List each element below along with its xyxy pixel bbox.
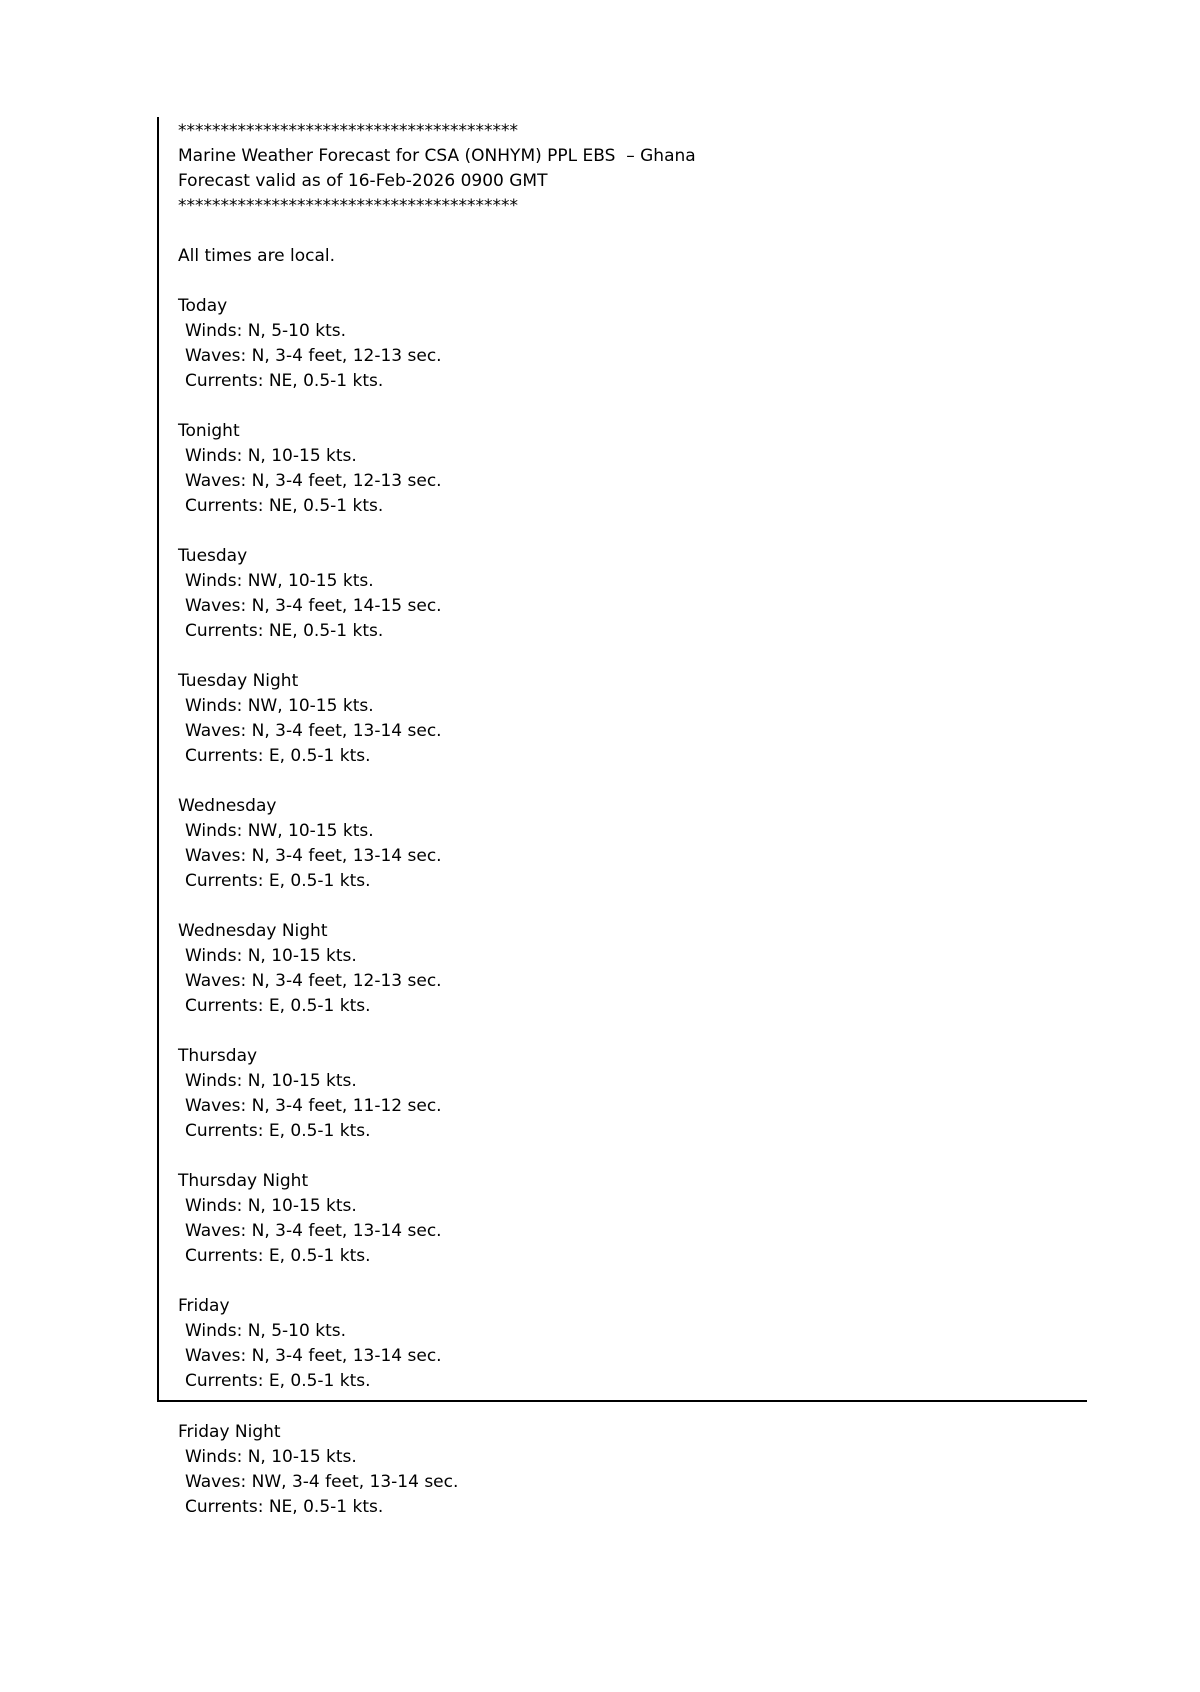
section-tuesday xyxy=(178,544,1087,644)
waves-line: Waves: N, 3-4 feet, 11-12 sec. xyxy=(185,1096,442,1116)
section-day-label: Thursday xyxy=(178,1046,258,1066)
section-thursday xyxy=(178,1044,1087,1144)
document-page xyxy=(0,117,1200,1692)
currents-line: Currents: E, 0.5-1 kts. xyxy=(185,746,371,766)
section-tonight xyxy=(178,419,1087,519)
forecast-valid-date: Forecast valid as of 16-Feb-2026 0900 GMT xyxy=(178,171,548,191)
forecast-title: Marine Weather Forecast for CSA (ONHYM) PPL EBS – Ghana xyxy=(178,146,696,166)
section-day-label: Tonight xyxy=(178,421,240,441)
forecast-header xyxy=(178,119,1087,219)
winds-line: Winds: NW, 10-15 kts. xyxy=(185,696,374,716)
section-wednesday xyxy=(178,794,1087,894)
section-day-label: Thursday Night xyxy=(178,1171,309,1191)
currents-line: Currents: E, 0.5-1 kts. xyxy=(185,996,371,1016)
section-tuesday-night xyxy=(178,669,1087,769)
waves-line: Waves: N, 3-4 feet, 14-15 sec. xyxy=(185,596,442,616)
winds-line: Winds: NW, 10-15 kts. xyxy=(185,571,374,591)
forecast-box xyxy=(157,117,1087,1402)
section-wednesday-night xyxy=(178,919,1087,1019)
section-today xyxy=(178,294,1087,394)
section-friday xyxy=(178,1294,1087,1394)
stars-divider-bottom: **************************************** xyxy=(178,196,518,216)
section-day-label: Wednesday Night xyxy=(178,921,328,941)
waves-line: Waves: N, 3-4 feet, 12-13 sec. xyxy=(185,471,442,491)
currents-line: Currents: E, 0.5-1 kts. xyxy=(185,1246,371,1266)
waves-line: Waves: N, 3-4 feet, 12-13 sec. xyxy=(185,971,442,991)
section-day-label: Tuesday Night xyxy=(178,671,299,691)
winds-line: Winds: N, 10-15 kts. xyxy=(185,1447,357,1467)
section-day-label: Wednesday xyxy=(178,796,277,816)
times-note: All times are local. xyxy=(178,246,336,266)
section-day-label: Tuesday xyxy=(178,546,248,566)
waves-line: Waves: N, 3-4 feet, 13-14 sec. xyxy=(185,721,442,741)
waves-line: Waves: N, 3-4 feet, 13-14 sec. xyxy=(185,1346,442,1366)
currents-line: Currents: E, 0.5-1 kts. xyxy=(185,1121,371,1141)
waves-line: Waves: N, 3-4 feet, 12-13 sec. xyxy=(185,346,442,366)
winds-line: Winds: NW, 10-15 kts. xyxy=(185,821,374,841)
waves-line: Waves: NW, 3-4 feet, 13-14 sec. xyxy=(185,1472,459,1492)
currents-line: Currents: NE, 0.5-1 kts. xyxy=(185,496,384,516)
currents-line: Currents: E, 0.5-1 kts. xyxy=(185,1371,371,1391)
section-day-label: Friday xyxy=(178,1296,230,1316)
winds-line: Winds: N, 10-15 kts. xyxy=(185,946,357,966)
winds-line: Winds: N, 5-10 kts. xyxy=(185,1321,346,1341)
currents-line: Currents: NE, 0.5-1 kts. xyxy=(185,621,384,641)
currents-line: Currents: NE, 0.5-1 kts. xyxy=(185,371,384,391)
winds-line: Winds: N, 10-15 kts. xyxy=(185,1071,357,1091)
section-friday-night xyxy=(178,1420,1200,1520)
section-day-label: Friday Night xyxy=(178,1422,281,1442)
section-day-label: Today xyxy=(178,296,228,316)
stars-divider-top: **************************************** xyxy=(178,121,518,141)
currents-line: Currents: E, 0.5-1 kts. xyxy=(185,871,371,891)
winds-line: Winds: N, 5-10 kts. xyxy=(185,321,346,341)
section-thursday-night xyxy=(178,1169,1087,1269)
winds-line: Winds: N, 10-15 kts. xyxy=(185,1196,357,1216)
currents-line: Currents: NE, 0.5-1 kts. xyxy=(185,1497,384,1517)
waves-line: Waves: N, 3-4 feet, 13-14 sec. xyxy=(185,846,442,866)
winds-line: Winds: N, 10-15 kts. xyxy=(185,446,357,466)
waves-line: Waves: N, 3-4 feet, 13-14 sec. xyxy=(185,1221,442,1241)
